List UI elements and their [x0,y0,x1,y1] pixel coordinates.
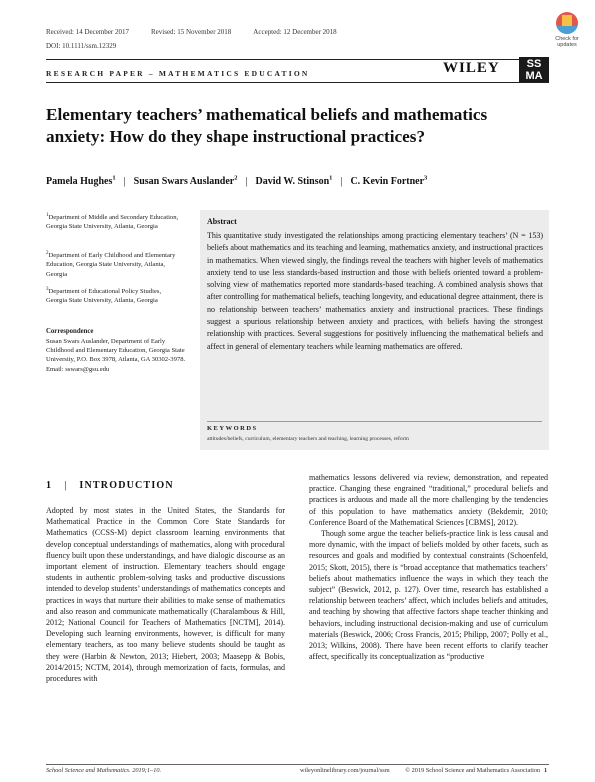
paragraph: mathematics lessons delivered via review, demonstration, and repeated practice. Changing these engrained “traditional,” procedural beliefs and practices is arduous and made all the more challenging by the tendencies of this population to have mathematics anxiety (Bekdemir, 2010; Conference Board of the Mathematical Sciences [CBMS], 2012). [309,473,548,527]
abstract-text: This quantitative study investigated the relationships among practicing elementary teachers’ (N = 153) beliefs about mathematics and its teaching and learning, mathematics anxiety, and instructional practices in mathematics. When viewed singly, the findings reveal the teachers with higher levels of mathematics anxiety tend to use less standards-based instruction and those with beliefs oriented toward a problem-solving view of mathematics reported more standards-based teaching. A combined analysis shows that after controlling for mathematical beliefs, teaching longevity, and educational degree attainment, there is no relationship between teachers’ mathematics anxiety and instructional practices. These findings suggest a spurious relationship between anxiety and practices, with beliefs having the strongest relationship with practices. Several suggestions for positively influencing the mathematical beliefs and affect in general of elementary teachers while learning mathematics are offered. [207,231,543,351]
revised-date: Revised: 15 November 2018 [151,28,232,36]
author-separator: | [123,176,126,188]
publisher-logo: WILEY [443,60,500,76]
author-separator: | [340,176,343,188]
footer-url[interactable]: wileyonlinelibrary.com/journal/ssm [300,767,390,774]
correspondence-text: Susan Swars Auslander, Department of Early Childhood and Elementary Education, Georgia State University, P.O. Box 3978, Atlanta, GA 30302-3978. Email: sswars@gsu.edu [46,338,186,373]
section-number: 1 [46,480,53,491]
journal-logo-text: SSMA [525,58,543,82]
section-tag: RESEARCH PAPER – MATHEMATICS EDUCATION [46,69,310,78]
affiliation: $^1$Department of Middle and Secondary Education, Georgia State University, Atlanta, Georgia [46,213,179,231]
author[interactable]: Susan Swars Auslander$^2$ [133,175,238,188]
author[interactable]: C. Kevin Fortner$^3$ [350,175,428,188]
footer-rule [46,764,549,765]
article-title: Elementary teachers’ mathematical beliefs and mathematics anxiety: How do they shape instructional practices? [46,105,488,146]
correspondence-heading: Correspondence [46,328,94,335]
section-title: INTRODUCTION [79,480,174,491]
section-heading [46,480,174,491]
author[interactable]: David W. Stinson$^1$ [255,175,333,188]
header-rule-bottom [46,82,549,83]
section-bar: | [64,480,68,491]
footer-journal: School Science and Mathematics. 2019;1–10. [46,767,162,774]
abstract-heading: Abstract [207,217,237,226]
keywords-list: attitudes/beliefs, curriculum, elementary teachers and teaching, learning processes, reform [207,436,409,442]
paragraph: Though some argue the teacher beliefs-practice link is less causal and more dynamic, with the impact of beliefs molded by other facets, such as resources and goals and modified by contextual constraints (Schoenfeld, 2015; Skott, 2015), there is “broad acceptance that mathematics teachers’ beliefs about mathematics influence the ways in which they teach the subject” (Beswick, 2012, p. 127). Over time, research has established a relationship between teachers’ affect, which includes beliefs and attitudes, and teaching by showing that affective factors shape teacher thinking and behaviors, including instructional decision-making and use of curriculum materials (Beswick, 2006; Cross Francis, 2015; Philipp, 2007; Polly et al., 2013; Wilkins, 2008). There have been recent efforts to clarify teacher affect, specifically its conceptualization as “productive [309,529,548,662]
history-dates [46,28,359,36]
keywords-divider [207,421,542,422]
page-number: 1 [544,767,548,774]
author-list [46,175,427,187]
paragraph: Adopted by most states in the United States, the Standards for Mathematical Practice in the Common Core State Standards for Mathematics (CCSS-M) depict classroom learning environments that develop conceptual understandings of mathematics, along with procedural fluency built upon these understandings, and have dialogic discourse as an important element of instruction. Elementary teachers should engage students in authentic problem-solving tasks and productive discussions intended to develop students’ understandings of mathematics concepts and practices in ways that nurture their abilities to make sense of mathematics and also reason and communicate mathematically (Charalambous & Hill, 2012; National Council for Teachers of Mathematics [NCTM], 2014). Developing such learning environments, however, is difficult for many elementary teachers, as too many believe students should be taught as they were (Harbin & Newton, 2013; Hiebert, 2003; Maasepp & Bobis, 2014/2015; NCTM, 2014), through memorization of facts, formulas, and procedures with [46,506,285,684]
crossmark-label: Check for updates [555,36,579,49]
footer-copyright: © 2019 School Science and Mathematics Association [405,767,541,774]
crossmark-badge[interactable] [548,12,586,48]
footer-url-and-copyright [300,767,540,774]
author-separator: | [245,176,248,188]
affiliation: $^2$Department of Early Childhood and Elementary Education, Georgia State University, Atlanta, Georgia [46,251,176,278]
received-date: Received: 14 December 2017 [46,28,129,36]
crossmark-icon [556,12,578,34]
body-column-right [309,472,548,662]
journal-logo [519,57,549,82]
accepted-date: Accepted: 12 December 2018 [253,28,337,36]
affiliation: $^3$Department of Educational Policy Studies, Georgia State University, Atlanta, Georgia [46,287,162,305]
keywords-heading: KEYWORDS [207,425,258,432]
body-column-left [46,505,285,684]
author[interactable]: Pamela Hughes$^1$ [46,175,116,188]
doi-link[interactable]: DOI: 10.1111/ssm.12329 [46,42,117,50]
